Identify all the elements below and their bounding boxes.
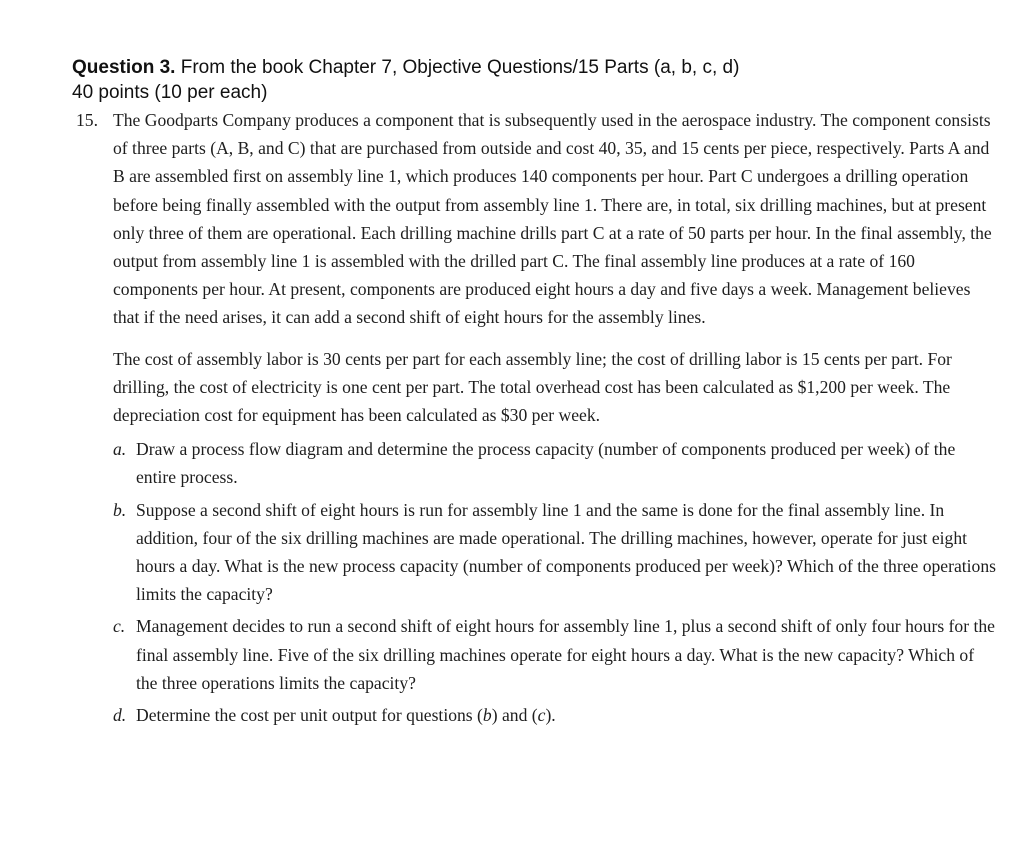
part-a-text: Draw a process flow diagram and determine the process capacity (number of components produced per week) of the entire process. <box>136 439 956 488</box>
part-b-letter: b. <box>113 499 127 520</box>
problem-number: 15. <box>76 110 98 130</box>
question-source: From the book Chapter 7, Objective Questions/15 Parts (a, b, c, d) <box>180 57 740 78</box>
part-a <box>113 435 996 491</box>
part-c <box>113 612 996 697</box>
part-d-text-after: ). <box>545 705 556 726</box>
part-d-letter: d. <box>113 705 127 726</box>
part-b <box>113 496 996 609</box>
part-d-text-before: Determine the cost per unit output for questions ( <box>136 705 483 726</box>
problem-paragraph-1 <box>76 106 996 332</box>
part-a-letter: a. <box>113 439 127 460</box>
question-header <box>72 55 972 105</box>
question-title-line <box>72 55 972 80</box>
part-d-ref-c: c <box>537 705 546 726</box>
part-d-ref-b: b <box>482 705 492 726</box>
part-b-text: Suppose a second shift of eight hours is run for assembly line 1 and the same is done for the final assembly line. In addition, four of the six drilling machines are made operational. The drilling machines, however, operate for just eight hours a day. What is the new process capacity (number of components produced per week)? Which of the three operations limits the capacity? <box>136 499 996 605</box>
question-label: Question 3. <box>72 57 176 78</box>
problem-paragraph-2: The cost of assembly labor is 30 cents per part for each assembly line; the cost of drilling labor is 15 cents per part. For drilling, the cost of electricity is one cent per part. The total overhead cost has been calculated as $1,200 per week. The depreciation cost for equipment has been calculated as $30 per week. <box>113 348 952 426</box>
problem-parts-list <box>76 435 996 729</box>
part-d <box>113 701 996 729</box>
problem-paragraph-1-text: The Goodparts Company produces a component that is subsequently used in the aerospace industry. The component consists of three parts (A, B, and C) that are purchased from outside and cost 40, 35, and 15 cents per piece, respectively. Parts A and B are assembled first on assembly line 1, which produces 140 components per hour. Part C undergoes a drilling operation before being finally assembled with the output from assembly line 1. There are, in total, six drilling machines, but at present only three of them are operational. Each drilling machine drills part C at a rate of 50 parts per hour. In the final assembly, the output from assembly line 1 is assembled with the drilled part C. The final assembly line produces at a rate of 160 components per hour. At present, components are produced eight hours a day and five days a week. Management believes that if the need arises, it can add a second shift of eight hours for the assembly lines. <box>113 110 992 328</box>
problem-body <box>76 106 996 733</box>
question-points: 40 points (10 per each) <box>72 82 268 103</box>
part-d-text <box>136 705 556 725</box>
part-d-text-middle: ) and ( <box>491 705 538 726</box>
part-c-text: Management decides to run a second shift of eight hours for assembly line 1, plus a second shift of only four hours for the final assembly line. Five of the six drilling machines operate for eight hours a day. What is the new capacity? Which of the three operations limits the capacity? <box>136 616 995 693</box>
part-c-letter: c. <box>113 616 126 637</box>
